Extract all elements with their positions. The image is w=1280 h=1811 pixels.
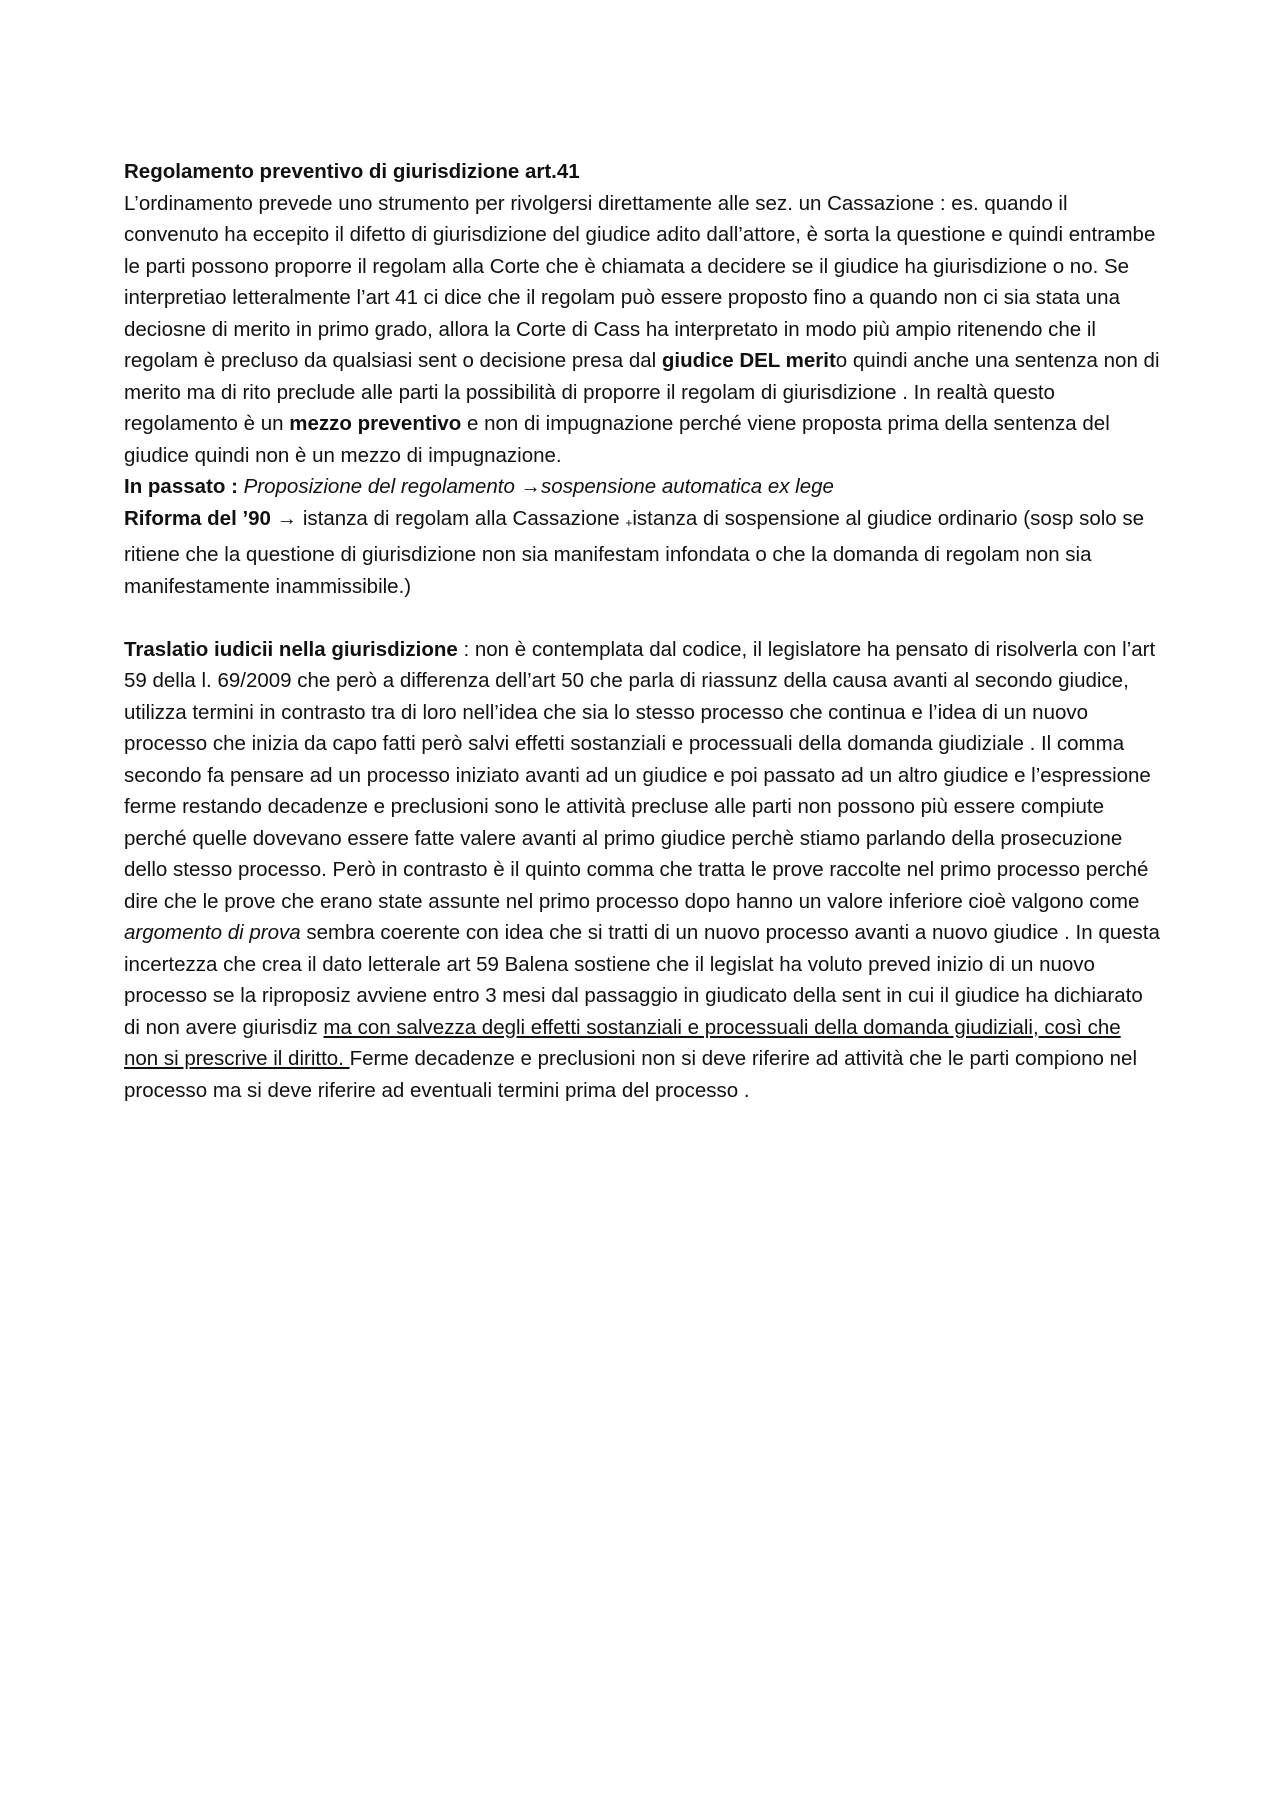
arrow-icon: → <box>276 506 298 530</box>
paragraph-gap <box>124 602 1160 634</box>
document-page <box>124 156 1160 1106</box>
section-1-title: Regolamento preventivo di giurisdizione art.41 <box>124 160 580 183</box>
italic-phrase: argomento di prova <box>124 921 301 944</box>
section-1-paragraph: L’ordinamento prevede uno strumento per rivolgersi direttamente alle sez. un Cassazione : es. quando il convenuto ha eccepito il difetto di giurisdizione del giudice adito dall’attore, è sorta la questione e quindi entrambe le parti possono proporre il regolam alla Corte che è chiamata a decidere se il giudice ha giurisdizione o no. Se interpretiao letteralmente l’art 41 ci dice che il regolam può essere proposto fino a quando non ci sia stata una deciosne di merito in primo grado, allora la Corte di Cass ha interpretato in modo più ampio ritenendo che il regolam è precluso da qualsiasi sent o decisione presa dal giudice DEL merito quindi anche una sentenza non di merito ma di rito preclude alle parti la possibilità di proporre il regolam di giurisdizione . In realtà questo regolamento è un mezzo preventivo e non di impugnazione perché viene proposta prima della sentenza del giudice quindi non è un mezzo di impugnazione. <box>124 191 1160 467</box>
bold-phrase: mezzo preventivo <box>289 412 462 435</box>
past-line: In passato : Proposizione del regolamento →sospensione automatica ex lege <box>124 475 834 498</box>
plus-sign: + <box>625 515 633 530</box>
underlined-phrase: ma con salvezza degli effetti sostanziali e processuali della domanda giudiziali, così che non si prescrive il diritto. <box>124 1015 1121 1070</box>
bold-phrase: giudice DEL merit <box>661 349 836 372</box>
arrow-icon: → <box>520 475 542 498</box>
section-2-paragraph: Traslatio iudicii nella giurisdizione : non è contemplata dal codice, il legislatore ha pensato di risolverla con l’art 59 della l. 69/2009 che però a differenza dell’art 50 che parla di riassunz della causa avanti al secondo giudice, utilizza termini in contrasto tra di loro nell’idea che sia lo stesso processo che continua e l’idea di un nuovo processo che inizia da capo fatti però salvi effetti sostanziali e processuali della domanda giudiziale . Il comma secondo fa pensare ad un processo iniziato avanti ad un giudice e poi passato ad un altro giudice e l’espressione ferme restando decadenze e preclusioni sono le attività precluse alle parti non possono più essere compiute perché quelle dovevano essere fatte valere avanti al primo giudice perchè stiamo parlando della prosecuzione dello stesso processo. Però in contrasto è il quinto comma che tratta le prove raccolte nel primo processo perché dire che le prove che erano state assunte nel primo processo dopo hanno un valore inferiore cioè valgono come argomento di prova sembra coerente con idea che si tratti di un nuovo processo avanti a nuovo giudice . In questa incertezza che crea il dato letterale art 59 Balena sostiene che il legislat ha voluto preved inizio di un nuovo processo se la riproposiz avviene entro 3 mesi dal passaggio in giudicato della sent in cui il giudice ha dichiarato di non avere giurisdiz ma con salvezza degli effetti sostanziali e processuali della domanda giudiziali, così che non si prescrive il diritto. Ferme decadenze e preclusioni non si deve riferire ad attività che le parti compiono nel processo ma si deve riferire ad eventuali termini prima del processo . <box>124 637 1160 1102</box>
section-2-title: Traslatio iudicii nella giurisdizione <box>124 637 458 661</box>
reform-line: Riforma del ’90 → istanza di regolam alla Cassazione +istanza di sospensione al giudice ordinario (sosp solo se ritiene che la questione di giurisdizione non sia manifestam infondata o che la domanda di regolam non sia manifestamente inammissibile.) <box>124 506 1145 598</box>
